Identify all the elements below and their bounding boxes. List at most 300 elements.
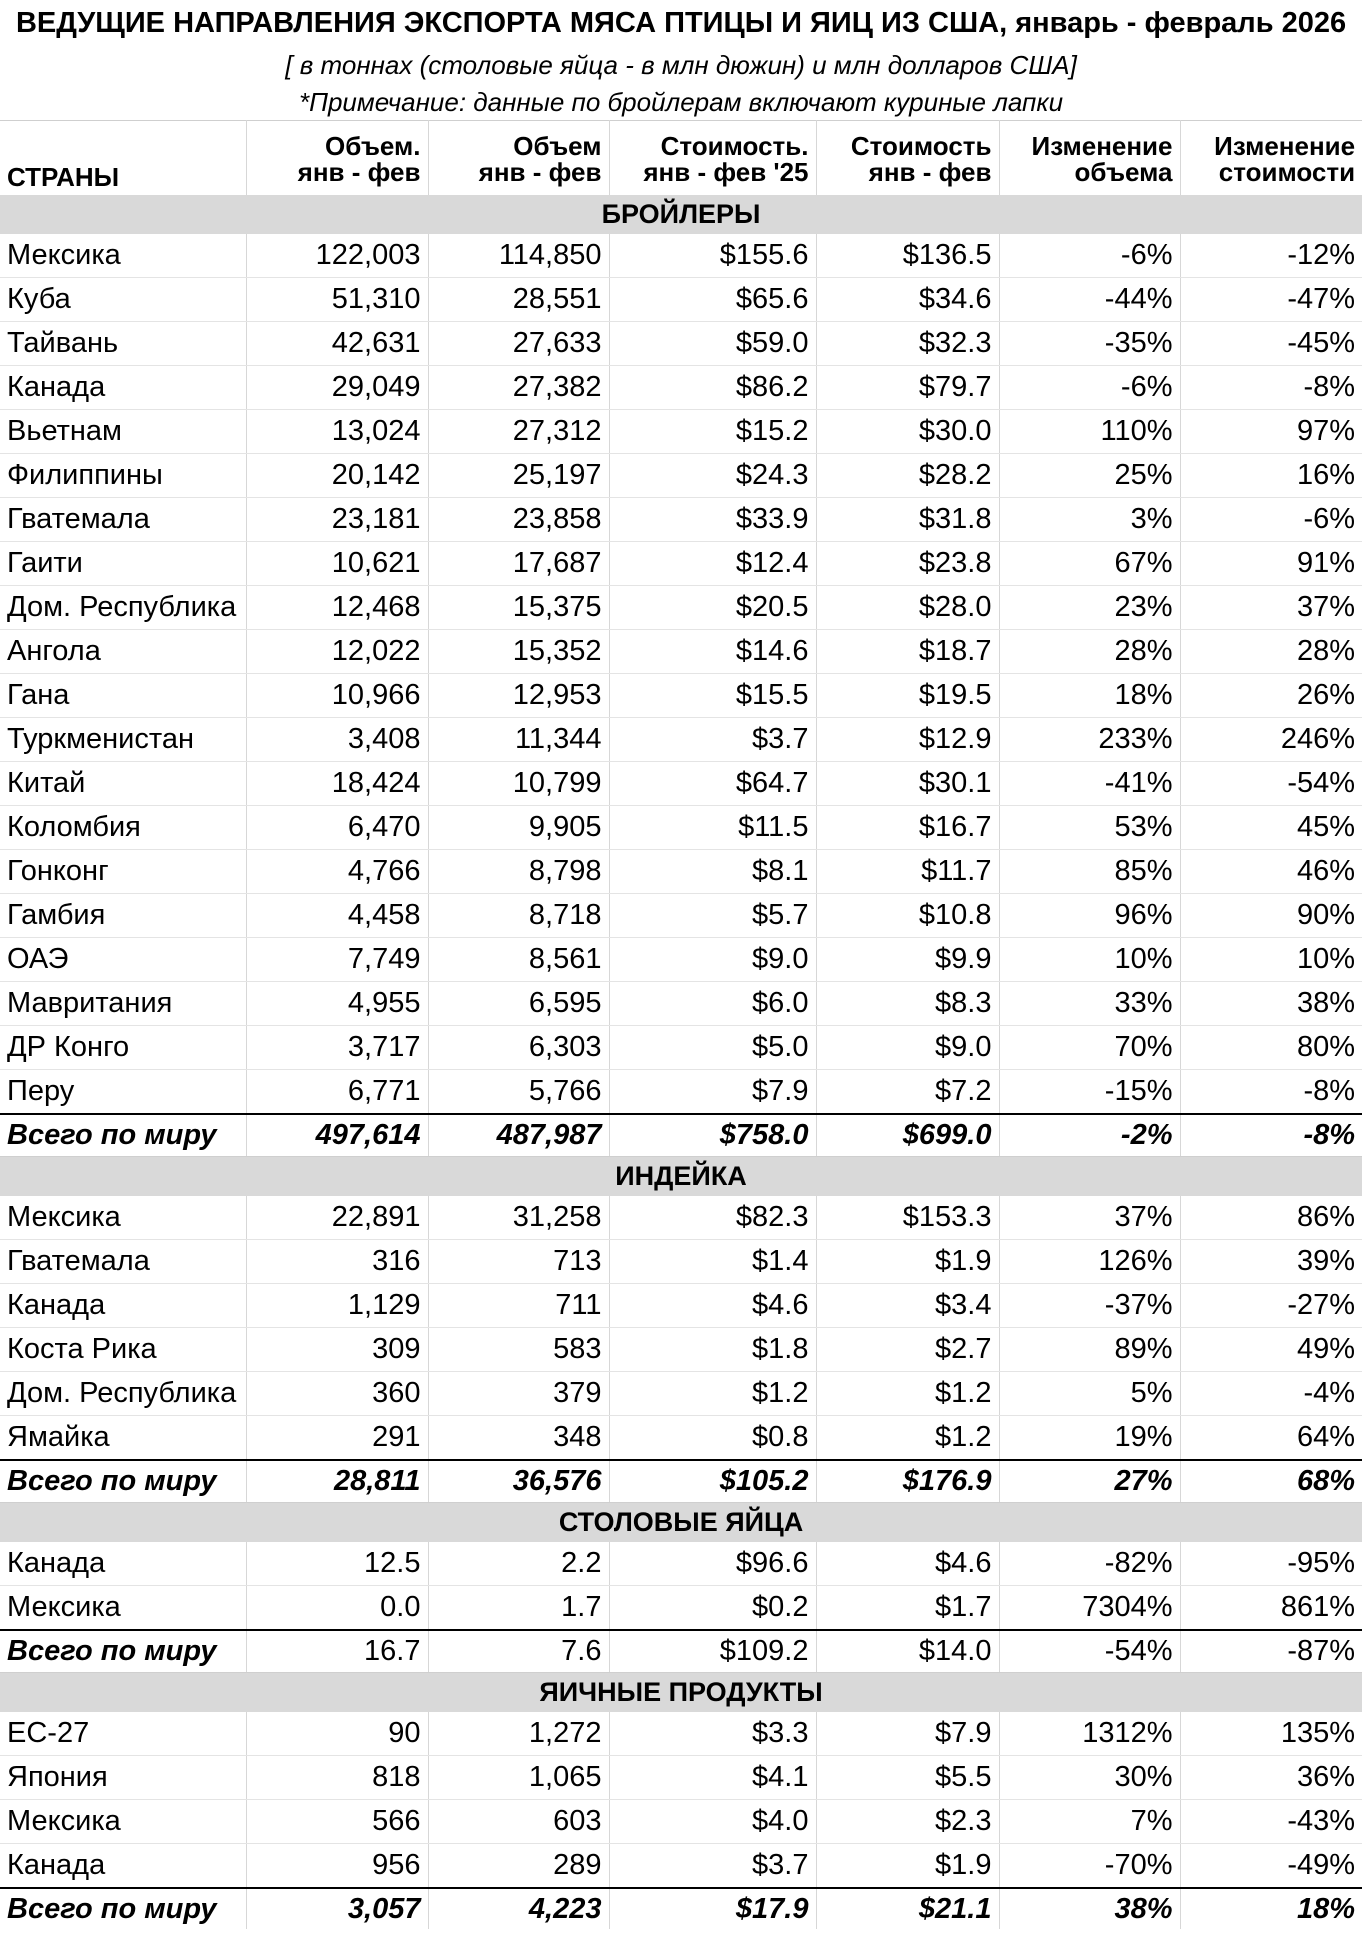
value-prev-cell: $86.2 <box>609 366 816 410</box>
volume-change-cell: 89% <box>999 1328 1180 1372</box>
total-volume-change-cell: 38% <box>999 1888 1180 1929</box>
volume-change-cell: 1312% <box>999 1712 1180 1756</box>
value-curr-cell: $4.6 <box>816 1542 999 1586</box>
volume-change-cell: 233% <box>999 718 1180 762</box>
volume-change-cell: -37% <box>999 1284 1180 1328</box>
volume-prev-cell: 818 <box>246 1756 428 1800</box>
volume-change-cell: 110% <box>999 410 1180 454</box>
header-value-curr-line1: Стоимость <box>816 121 999 160</box>
volume-curr-cell: 27,633 <box>428 322 609 366</box>
volume-curr-cell: 6,595 <box>428 982 609 1026</box>
volume-change-cell: 37% <box>999 1196 1180 1240</box>
table-row <box>0 1542 1362 1586</box>
volume-curr-cell: 25,197 <box>428 454 609 498</box>
table-row <box>0 1800 1362 1844</box>
section-header-row <box>0 1673 1362 1713</box>
value-change-cell: -95% <box>1180 1542 1362 1586</box>
value-curr-cell: $1.9 <box>816 1844 999 1889</box>
volume-curr-cell: 9,905 <box>428 806 609 850</box>
volume-curr-cell: 114,850 <box>428 234 609 278</box>
country-cell: Дом. Республика <box>0 586 246 630</box>
volume-prev-cell: 13,024 <box>246 410 428 454</box>
value-curr-cell: $1.2 <box>816 1416 999 1461</box>
volume-prev-cell: 10,621 <box>246 542 428 586</box>
total-value-curr-cell: $699.0 <box>816 1114 999 1157</box>
value-prev-cell: $82.3 <box>609 1196 816 1240</box>
value-curr-cell: $79.7 <box>816 366 999 410</box>
value-curr-cell: $3.4 <box>816 1284 999 1328</box>
total-volume-change-cell: -2% <box>999 1114 1180 1157</box>
volume-change-cell: 23% <box>999 586 1180 630</box>
country-cell: Гватемала <box>0 498 246 542</box>
table-row <box>0 718 1362 762</box>
value-curr-cell: $16.7 <box>816 806 999 850</box>
value-prev-cell: $7.9 <box>609 1070 816 1115</box>
value-change-cell: 86% <box>1180 1196 1362 1240</box>
header-value-change-line2: стоимости <box>1218 159 1356 187</box>
country-cell: Тайвань <box>0 322 246 366</box>
header-value-prev-line1: Стоимость. <box>609 121 816 160</box>
volume-curr-cell: 28,551 <box>428 278 609 322</box>
volume-change-cell: -6% <box>999 234 1180 278</box>
header-volume-change-line1: Изменение <box>999 121 1180 160</box>
volume-prev-cell: 12.5 <box>246 1542 428 1586</box>
volume-change-cell: 19% <box>999 1416 1180 1461</box>
table-row <box>0 1416 1362 1461</box>
country-cell: Куба <box>0 278 246 322</box>
volume-change-cell: -6% <box>999 366 1180 410</box>
total-value-curr-cell: $14.0 <box>816 1630 999 1673</box>
value-prev-cell: $9.0 <box>609 938 816 982</box>
volume-curr-cell: 15,352 <box>428 630 609 674</box>
table-row <box>0 586 1362 630</box>
header-country-top <box>0 121 246 160</box>
section-title: ЯИЧНЫЕ ПРОДУКТЫ <box>0 1673 1362 1713</box>
value-prev-cell: $20.5 <box>609 586 816 630</box>
section-title: ИНДЕЙКА <box>0 1157 1362 1197</box>
table-row <box>0 938 1362 982</box>
volume-prev-cell: 1,129 <box>246 1284 428 1328</box>
total-volume-change-cell: -54% <box>999 1630 1180 1673</box>
volume-curr-cell: 17,687 <box>428 542 609 586</box>
value-curr-cell: $1.9 <box>816 1240 999 1284</box>
value-prev-cell: $11.5 <box>609 806 816 850</box>
volume-prev-cell: 10,966 <box>246 674 428 718</box>
table-row <box>0 498 1362 542</box>
table-row <box>0 894 1362 938</box>
table-row <box>0 234 1362 278</box>
volume-curr-cell: 27,382 <box>428 366 609 410</box>
volume-prev-cell: 291 <box>246 1416 428 1461</box>
table-row <box>0 674 1362 718</box>
value-curr-cell: $1.7 <box>816 1586 999 1631</box>
table-row <box>0 1328 1362 1372</box>
volume-curr-cell: 8,561 <box>428 938 609 982</box>
total-volume-change-cell: 27% <box>999 1460 1180 1503</box>
header-value-curr-line2: янв - фев <box>816 159 999 195</box>
value-change-cell: 46% <box>1180 850 1362 894</box>
volume-prev-cell: 309 <box>246 1328 428 1372</box>
value-curr-cell: $31.8 <box>816 498 999 542</box>
country-cell: Канада <box>0 1542 246 1586</box>
total-value-change-cell: -8% <box>1180 1114 1362 1157</box>
volume-change-cell: 10% <box>999 938 1180 982</box>
value-prev-cell: $12.4 <box>609 542 816 586</box>
country-cell: Гана <box>0 674 246 718</box>
volume-prev-cell: 6,771 <box>246 1070 428 1115</box>
broiler-note: *Примечание: данные по бройлерам включают куриные лапки <box>299 86 1064 117</box>
volume-prev-cell: 22,891 <box>246 1196 428 1240</box>
table-row <box>0 850 1362 894</box>
value-change-cell: -8% <box>1180 366 1362 410</box>
country-cell: Мексика <box>0 1586 246 1631</box>
value-prev-cell: $15.2 <box>609 410 816 454</box>
value-prev-cell: $8.1 <box>609 850 816 894</box>
total-country-cell: Всего по миру <box>0 1460 246 1503</box>
country-cell: Ямайка <box>0 1416 246 1461</box>
volume-change-cell: 70% <box>999 1026 1180 1070</box>
total-volume-curr-cell: 36,576 <box>428 1460 609 1503</box>
country-cell: ДР Конго <box>0 1026 246 1070</box>
value-change-cell: 91% <box>1180 542 1362 586</box>
section-header-row <box>0 1503 1362 1543</box>
volume-curr-cell: 711 <box>428 1284 609 1328</box>
volume-change-cell: -41% <box>999 762 1180 806</box>
value-prev-cell: $1.4 <box>609 1240 816 1284</box>
value-curr-cell: $32.3 <box>816 322 999 366</box>
volume-curr-cell: 2.2 <box>428 1542 609 1586</box>
volume-curr-cell: 1,272 <box>428 1712 609 1756</box>
value-change-cell: -45% <box>1180 322 1362 366</box>
volume-change-cell: 5% <box>999 1372 1180 1416</box>
volume-curr-cell: 27,312 <box>428 410 609 454</box>
volume-change-cell: 28% <box>999 630 1180 674</box>
value-prev-cell: $3.7 <box>609 1844 816 1889</box>
volume-prev-cell: 4,955 <box>246 982 428 1026</box>
volume-change-cell: 25% <box>999 454 1180 498</box>
total-row <box>0 1888 1362 1929</box>
volume-prev-cell: 316 <box>246 1240 428 1284</box>
section-title: БРОЙЛЕРЫ <box>0 195 1362 234</box>
value-curr-cell: $136.5 <box>816 234 999 278</box>
value-prev-cell: $65.6 <box>609 278 816 322</box>
volume-prev-cell: 20,142 <box>246 454 428 498</box>
volume-change-cell: 7304% <box>999 1586 1180 1631</box>
value-change-cell: 861% <box>1180 1586 1362 1631</box>
header-volume-curr-line1: Объем <box>428 121 609 160</box>
total-country-cell: Всего по миру <box>0 1630 246 1673</box>
value-curr-cell: $9.9 <box>816 938 999 982</box>
value-curr-cell: $28.2 <box>816 454 999 498</box>
table-row <box>0 1284 1362 1328</box>
value-prev-cell: $5.7 <box>609 894 816 938</box>
country-cell: Китай <box>0 762 246 806</box>
section-title: СТОЛОВЫЕ ЯЙЦА <box>0 1503 1362 1543</box>
header-volume-prev-line2: янв - фев <box>246 159 428 195</box>
volume-change-cell: 67% <box>999 542 1180 586</box>
value-curr-cell: $30.1 <box>816 762 999 806</box>
table-row <box>0 1756 1362 1800</box>
value-curr-cell: $23.8 <box>816 542 999 586</box>
country-cell: Вьетнам <box>0 410 246 454</box>
value-curr-cell: $30.0 <box>816 410 999 454</box>
volume-prev-cell: 42,631 <box>246 322 428 366</box>
table-row <box>0 630 1362 674</box>
total-volume-prev-cell: 3,057 <box>246 1888 428 1929</box>
value-prev-cell: $6.0 <box>609 982 816 1026</box>
value-change-cell: 90% <box>1180 894 1362 938</box>
value-curr-cell: $2.7 <box>816 1328 999 1372</box>
country-cell: Филиппины <box>0 454 246 498</box>
total-row <box>0 1114 1362 1157</box>
table-row <box>0 366 1362 410</box>
value-curr-cell: $18.7 <box>816 630 999 674</box>
value-prev-cell: $33.9 <box>609 498 816 542</box>
volume-prev-cell: 90 <box>246 1712 428 1756</box>
volume-prev-cell: 7,749 <box>246 938 428 982</box>
volume-curr-cell: 15,375 <box>428 586 609 630</box>
volume-change-cell: -15% <box>999 1070 1180 1115</box>
volume-curr-cell: 1.7 <box>428 1586 609 1631</box>
volume-prev-cell: 360 <box>246 1372 428 1416</box>
value-change-cell: -12% <box>1180 234 1362 278</box>
value-prev-cell: $1.8 <box>609 1328 816 1372</box>
header-volume-prev-line1: Объем. <box>246 121 428 160</box>
country-cell: Канада <box>0 1844 246 1889</box>
value-curr-cell: $12.9 <box>816 718 999 762</box>
country-cell: Коломбия <box>0 806 246 850</box>
country-cell: ЕС-27 <box>0 1712 246 1756</box>
table-row <box>0 278 1362 322</box>
volume-prev-cell: 122,003 <box>246 234 428 278</box>
volume-curr-cell: 379 <box>428 1372 609 1416</box>
value-prev-cell: $3.3 <box>609 1712 816 1756</box>
volume-prev-cell: 23,181 <box>246 498 428 542</box>
volume-curr-cell: 1,065 <box>428 1756 609 1800</box>
table-row <box>0 1070 1362 1115</box>
table-row <box>0 1712 1362 1756</box>
section-header-row <box>0 1157 1362 1197</box>
volume-change-cell: 85% <box>999 850 1180 894</box>
header-volume-change-line2: объема <box>999 159 1180 195</box>
country-cell: Перу <box>0 1070 246 1115</box>
header-value-change-line1: Изменение <box>1180 121 1362 160</box>
value-prev-cell: $0.8 <box>609 1416 816 1461</box>
total-value-prev-cell: $758.0 <box>609 1114 816 1157</box>
volume-curr-cell: 603 <box>428 1800 609 1844</box>
value-prev-cell: $59.0 <box>609 322 816 366</box>
value-change-cell: -4% <box>1180 1372 1362 1416</box>
value-curr-cell: $34.6 <box>816 278 999 322</box>
total-row <box>0 1630 1362 1673</box>
value-change-cell: 36% <box>1180 1756 1362 1800</box>
volume-curr-cell: 11,344 <box>428 718 609 762</box>
table-row <box>0 1240 1362 1284</box>
value-prev-cell: $5.0 <box>609 1026 816 1070</box>
value-prev-cell: $4.1 <box>609 1756 816 1800</box>
value-change-cell: -6% <box>1180 498 1362 542</box>
value-prev-cell: $14.6 <box>609 630 816 674</box>
value-change-cell: -49% <box>1180 1844 1362 1889</box>
total-volume-prev-cell: 497,614 <box>246 1114 428 1157</box>
value-change-cell: 38% <box>1180 982 1362 1026</box>
table-row <box>0 322 1362 366</box>
country-cell: Гватемала <box>0 1240 246 1284</box>
volume-change-cell: -35% <box>999 322 1180 366</box>
volume-curr-cell: 583 <box>428 1328 609 1372</box>
total-value-change-cell: 18% <box>1180 1888 1362 1929</box>
volume-change-cell: -44% <box>999 278 1180 322</box>
value-change-cell: -54% <box>1180 762 1362 806</box>
table-row <box>0 1844 1362 1889</box>
volume-prev-cell: 956 <box>246 1844 428 1889</box>
table-row <box>0 1586 1362 1631</box>
total-value-prev-cell: $105.2 <box>609 1460 816 1503</box>
country-cell: Япония <box>0 1756 246 1800</box>
country-cell: Коста Рика <box>0 1328 246 1372</box>
value-change-cell: 49% <box>1180 1328 1362 1372</box>
value-change-cell: -43% <box>1180 1800 1362 1844</box>
volume-prev-cell: 3,717 <box>246 1026 428 1070</box>
value-change-cell: -47% <box>1180 278 1362 322</box>
country-cell: Канада <box>0 366 246 410</box>
country-cell: Мексика <box>0 234 246 278</box>
volume-curr-cell: 348 <box>428 1416 609 1461</box>
volume-prev-cell: 6,470 <box>246 806 428 850</box>
value-change-cell: 45% <box>1180 806 1362 850</box>
value-prev-cell: $0.2 <box>609 1586 816 1631</box>
total-value-change-cell: 68% <box>1180 1460 1362 1503</box>
value-change-cell: 80% <box>1180 1026 1362 1070</box>
volume-prev-cell: 12,468 <box>246 586 428 630</box>
volume-prev-cell: 4,458 <box>246 894 428 938</box>
value-prev-cell: $155.6 <box>609 234 816 278</box>
total-volume-prev-cell: 28,811 <box>246 1460 428 1503</box>
country-cell: Дом. Республика <box>0 1372 246 1416</box>
value-curr-cell: $1.2 <box>816 1372 999 1416</box>
header-volume-curr-line2: янв - фев <box>428 159 609 195</box>
section-header-row <box>0 195 1362 234</box>
volume-prev-cell: 51,310 <box>246 278 428 322</box>
total-row <box>0 1460 1362 1503</box>
volume-change-cell: 53% <box>999 806 1180 850</box>
value-change-cell: 28% <box>1180 630 1362 674</box>
volume-curr-cell: 31,258 <box>428 1196 609 1240</box>
table-row <box>0 1026 1362 1070</box>
table-row <box>0 542 1362 586</box>
total-value-prev-cell: $109.2 <box>609 1630 816 1673</box>
table-row <box>0 1372 1362 1416</box>
table-row <box>0 982 1362 1026</box>
volume-curr-cell: 289 <box>428 1844 609 1889</box>
volume-curr-cell: 5,766 <box>428 1070 609 1115</box>
volume-prev-cell: 0.0 <box>246 1586 428 1631</box>
volume-curr-cell: 12,953 <box>428 674 609 718</box>
volume-prev-cell: 566 <box>246 1800 428 1844</box>
volume-change-cell: -82% <box>999 1542 1180 1586</box>
country-cell: Мавритания <box>0 982 246 1026</box>
total-value-prev-cell: $17.9 <box>609 1888 816 1929</box>
value-prev-cell: $96.6 <box>609 1542 816 1586</box>
volume-change-cell: 96% <box>999 894 1180 938</box>
value-curr-cell: $2.3 <box>816 1800 999 1844</box>
volume-prev-cell: 4,766 <box>246 850 428 894</box>
table-row <box>0 454 1362 498</box>
value-curr-cell: $10.8 <box>816 894 999 938</box>
volume-prev-cell: 3,408 <box>246 718 428 762</box>
total-volume-curr-cell: 487,987 <box>428 1114 609 1157</box>
value-change-cell: 246% <box>1180 718 1362 762</box>
volume-change-cell: 33% <box>999 982 1180 1026</box>
total-value-curr-cell: $21.1 <box>816 1888 999 1929</box>
total-country-cell: Всего по миру <box>0 1114 246 1157</box>
header-country: СТРАНЫ <box>0 159 246 195</box>
value-change-cell: 16% <box>1180 454 1362 498</box>
country-cell: Гамбия <box>0 894 246 938</box>
volume-prev-cell: 12,022 <box>246 630 428 674</box>
country-cell: Канада <box>0 1284 246 1328</box>
value-prev-cell: $1.2 <box>609 1372 816 1416</box>
value-prev-cell: $64.7 <box>609 762 816 806</box>
total-country-cell: Всего по миру <box>0 1888 246 1929</box>
volume-curr-cell: 6,303 <box>428 1026 609 1070</box>
volume-curr-cell: 8,798 <box>428 850 609 894</box>
value-change-cell: -27% <box>1180 1284 1362 1328</box>
country-cell: Туркменистан <box>0 718 246 762</box>
total-value-curr-cell: $176.9 <box>816 1460 999 1503</box>
volume-change-cell: -70% <box>999 1844 1180 1889</box>
page-title: ВЕДУЩИЕ НАПРАВЛЕНИЯ ЭКСПОРТА МЯСА ПТИЦЫ И ЯИЦ ИЗ США, январь - февраль 2026 <box>15 6 1347 39</box>
country-cell: Гонконг <box>0 850 246 894</box>
value-change-cell: 135% <box>1180 1712 1362 1756</box>
units-subtitle: [ в тоннах (столовые яйца - в млн дюжин) и млн долларов США] <box>285 49 1077 80</box>
value-change-cell: 26% <box>1180 674 1362 718</box>
country-cell: Ангола <box>0 630 246 674</box>
table-row <box>0 1196 1362 1240</box>
value-prev-cell: $3.7 <box>609 718 816 762</box>
total-value-change-cell: -87% <box>1180 1630 1362 1673</box>
value-curr-cell: $19.5 <box>816 674 999 718</box>
value-curr-cell: $7.9 <box>816 1712 999 1756</box>
header-value-prev-line2: янв - фев '25 <box>609 159 816 195</box>
table-row <box>0 762 1362 806</box>
value-prev-cell: $4.0 <box>609 1800 816 1844</box>
volume-curr-cell: 713 <box>428 1240 609 1284</box>
volume-change-cell: 7% <box>999 1800 1180 1844</box>
value-change-cell: 97% <box>1180 410 1362 454</box>
volume-prev-cell: 18,424 <box>246 762 428 806</box>
value-curr-cell: $5.5 <box>816 1756 999 1800</box>
table-row <box>0 806 1362 850</box>
volume-change-cell: 126% <box>999 1240 1180 1284</box>
country-cell: Гаити <box>0 542 246 586</box>
value-curr-cell: $8.3 <box>816 982 999 1026</box>
volume-curr-cell: 10,799 <box>428 762 609 806</box>
volume-curr-cell: 23,858 <box>428 498 609 542</box>
volume-curr-cell: 8,718 <box>428 894 609 938</box>
value-curr-cell: $153.3 <box>816 1196 999 1240</box>
value-prev-cell: $4.6 <box>609 1284 816 1328</box>
value-change-cell: -8% <box>1180 1070 1362 1115</box>
total-volume-curr-cell: 7.6 <box>428 1630 609 1673</box>
value-curr-cell: $7.2 <box>816 1070 999 1115</box>
value-curr-cell: $28.0 <box>816 586 999 630</box>
volume-prev-cell: 29,049 <box>246 366 428 410</box>
country-cell: ОАЭ <box>0 938 246 982</box>
total-volume-prev-cell: 16.7 <box>246 1630 428 1673</box>
volume-change-cell: 3% <box>999 498 1180 542</box>
value-curr-cell: $9.0 <box>816 1026 999 1070</box>
